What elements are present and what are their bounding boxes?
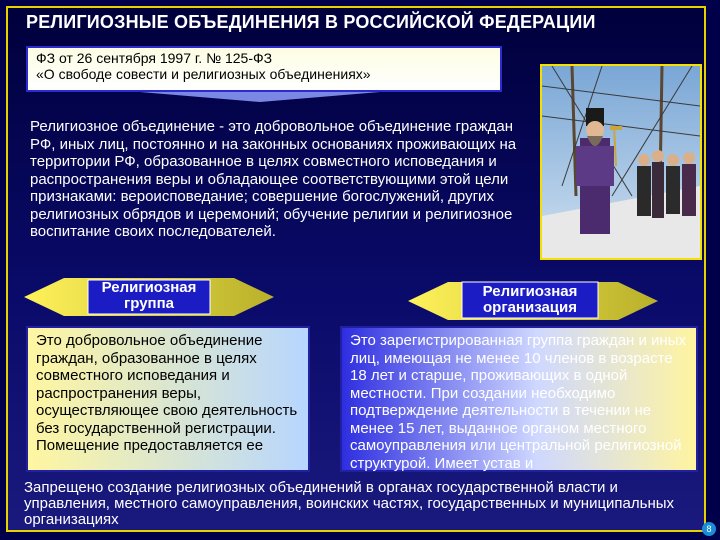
clergy-photo	[540, 64, 702, 260]
group-label	[88, 280, 210, 312]
organization-label-line1: Религиозная	[482, 283, 578, 300]
law-reference-box	[26, 46, 502, 92]
slide-title: РЕЛИГИОЗНЫЕ ОБЪЕДИНЕНИЯ В РОССИЙСКОЙ ФЕДЕРАЦИИ	[26, 12, 596, 32]
prohibition-text: Запрещено создание религиозных объединений в органах государственной власти и управления, местного самоуправления, воинских частях, государственных и муниципальных организациях	[24, 479, 675, 528]
organization-label-line2: организация	[483, 299, 577, 316]
group-label-line1: Религиозная	[101, 279, 197, 296]
group-description: Это добровольное объединение граждан, образованное в целях совместного исповедания и распространения веры, осуществляющее свою деятельность без государственной регистрации. Помещение предоставляется ее	[36, 332, 298, 454]
group-label-line2: группа	[123, 295, 175, 312]
law-name: «О свободе совести и религиозных объединениях»	[36, 66, 371, 82]
law-box-pointer	[140, 92, 380, 102]
organization-label	[462, 284, 598, 316]
group-description-box	[26, 326, 310, 472]
clergy-photo-image	[542, 66, 700, 258]
page-number: 8	[702, 522, 716, 536]
definition-text: Религиозное объединение - это добровольное объединение граждан РФ, иных лиц, постоянно и на законных основаниях проживающих на территории РФ, образованное в целях совместного исповедания и распространения веры и обладающее соответствующими этой цели признаками: вероисповедание; совершение богослужений, других религиозных обрядов и церемоний; обучение религии и религиозное воспитание своих последователей.	[30, 118, 517, 240]
organization-description: Это зарегистрированная группа граждан и иных лиц, имеющая не менее 10 членов в возрасте 18 лет и старше, проживающих в одной местности. При создании необходимо подтверждение деятельности в течении не менее 15 лет, выданное органом местного самоуправления или центральной религиозной структурой. Имеет устав и	[350, 332, 686, 472]
organization-description-box	[340, 326, 698, 472]
law-number: ФЗ от 26 сентября 1997 г. № 125-ФЗ	[36, 50, 273, 66]
